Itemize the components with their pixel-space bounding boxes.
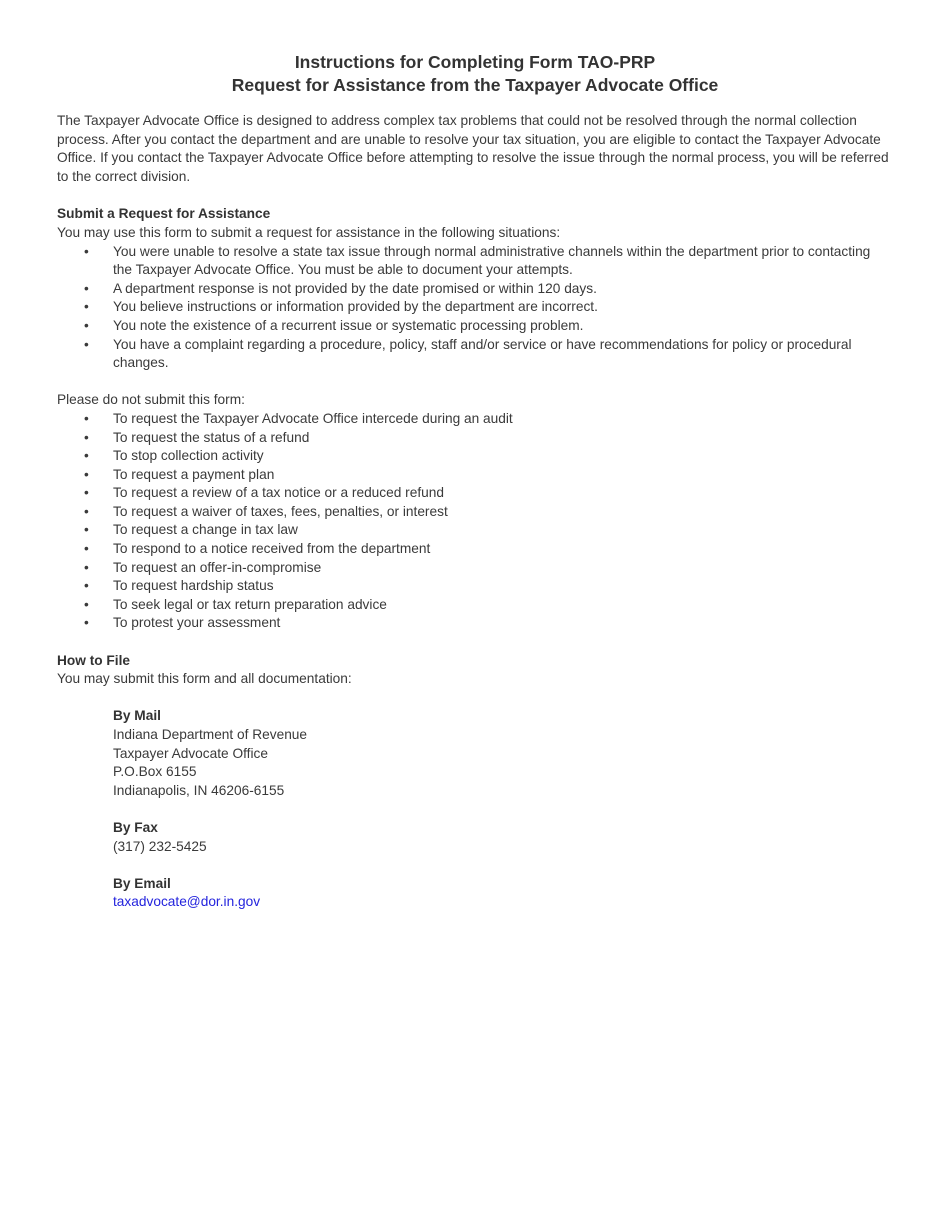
list-item: • You believe instructions or information provided by the department are incorrect. — [57, 298, 893, 317]
list-item: • To seek legal or tax return preparation advice — [57, 596, 893, 615]
section-gap — [57, 373, 893, 392]
document-title-line1: Instructions for Completing Form TAO-PRP — [294, 52, 656, 72]
by-email-block — [57, 875, 893, 912]
list-item: • A department response is not provided by the date promised or within 120 days. — [57, 280, 893, 299]
submit-request-lead: You may use this form to submit a request for assistance in the following situations: — [57, 224, 561, 240]
list-item: • You have a complaint regarding a procedure, policy, staff and/or service or have recommendations for policy or procedural changes. — [57, 336, 893, 373]
how-to-file-lead: You may submit this form and all documentation: — [57, 671, 352, 687]
list-item: • To respond to a notice received from the department — [57, 540, 893, 559]
list-item: • To request the status of a refund — [57, 429, 893, 448]
email-link[interactable]: taxadvocate@dor.in.gov — [113, 894, 261, 910]
list-item: • You were unable to resolve a state tax issue through normal administrative channels within the department prior to contacting the Taxpayer Advocate Office. You must be able to document your attempts. — [57, 243, 893, 280]
mail-address-line: Indianapolis, IN 46206-6155 — [113, 782, 285, 798]
intro-paragraph: The Taxpayer Advocate Office is designed to address complex tax problems that could not be resolved through the normal collection process. After you contact the department and are unable to resolve your tax situation, you are eligible to contact the Taxpayer Advocate Office. If you contact the Taxpayer Advocate Office before attempting to resolve the issue through the normal process, you will be referred to the correct division. — [57, 113, 889, 184]
mail-address-line: P.O.Box 6155 — [113, 764, 197, 780]
mail-address-line: Taxpayer Advocate Office — [113, 745, 268, 761]
by-fax-label: By Fax — [113, 819, 158, 835]
list-item: • To protest your assessment — [57, 614, 893, 633]
by-email-label: By Email — [113, 875, 171, 891]
document-title — [57, 51, 893, 97]
section-gap — [57, 633, 893, 652]
list-item: • To request an offer-in-compromise — [57, 559, 893, 578]
mail-address-line: Indiana Department of Revenue — [113, 727, 308, 742]
list-item: • To stop collection activity — [57, 447, 893, 466]
by-mail-block — [57, 707, 893, 800]
submit-request-heading: Submit a Request for Assistance — [57, 206, 271, 222]
fax-number: (317) 232-5425 — [113, 838, 207, 854]
by-mail-label: By Mail — [113, 708, 161, 724]
do-not-submit-section — [57, 391, 893, 633]
list-item: • To request a payment plan — [57, 466, 893, 485]
how-to-file-heading: How to File — [57, 652, 130, 668]
how-to-file-section — [57, 652, 893, 912]
list-item: • To request hardship status — [57, 577, 893, 596]
do-not-submit-list — [57, 410, 893, 633]
document-title-line2: Request for Assistance from the Taxpayer Advocate Office — [231, 75, 719, 95]
list-item: • You note the existence of a recurrent issue or systematic processing problem. — [57, 317, 893, 336]
list-item: • To request a review of a tax notice or a reduced refund — [57, 484, 893, 503]
submit-request-section — [57, 205, 893, 372]
list-item: • To request the Taxpayer Advocate Office intercede during an audit — [57, 410, 893, 429]
by-fax-block — [57, 819, 893, 856]
submit-situations-list — [57, 243, 893, 373]
do-not-submit-lead: Please do not submit this form: — [57, 392, 245, 408]
list-item: • To request a change in tax law — [57, 521, 893, 540]
list-item: • To request a waiver of taxes, fees, penalties, or interest — [57, 503, 893, 522]
